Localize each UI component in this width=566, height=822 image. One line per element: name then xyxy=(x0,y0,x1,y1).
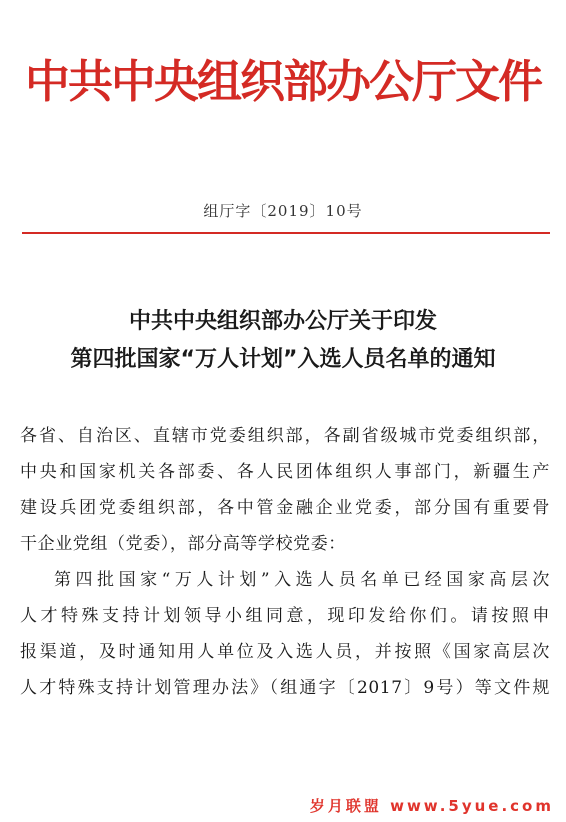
notice-body xyxy=(20,418,550,706)
body-line: 报渠道，及时通知用人单位及入选人员，并按照《国家高层次 xyxy=(20,642,550,662)
body-line: 人才特殊支持计划领导小组同意，现印发给你们。请按照申 xyxy=(20,606,550,626)
document-number: 组厅字〔2019〕10号 xyxy=(203,202,363,220)
body-line: 建设兵团党委组织部，各中管金融企业党委，部分国有重要骨 xyxy=(20,498,550,518)
notice-title xyxy=(0,303,566,379)
red-separator-line xyxy=(22,232,550,234)
body-line: 第四批国家“万人计划”入选人员名单已经国家高层次 xyxy=(54,570,550,590)
site-watermark: 岁月联盟 www.5yue.com xyxy=(309,797,554,815)
body-line: 中央和国家机关各部委、各人民团体组织人事部门，新疆生产 xyxy=(20,462,550,482)
notice-title-line-1: 中共中央组织部办公厅关于印发 xyxy=(128,309,437,334)
body-line: 干企业党组（党委），部分高等学校党委： xyxy=(20,534,346,554)
body-line: 各省、自治区、直辖市党委组织部，各副省级城市党委组织部， xyxy=(20,426,550,446)
body-line: 人才特殊支持计划管理办法》（组通字〔2017〕9号）等文件规 xyxy=(20,678,550,698)
masthead-title: 中共中央组织部办公厅文件 xyxy=(24,55,541,108)
notice-title-line-2: 第四批国家“万人计划”入选人员名单的通知 xyxy=(70,347,496,372)
